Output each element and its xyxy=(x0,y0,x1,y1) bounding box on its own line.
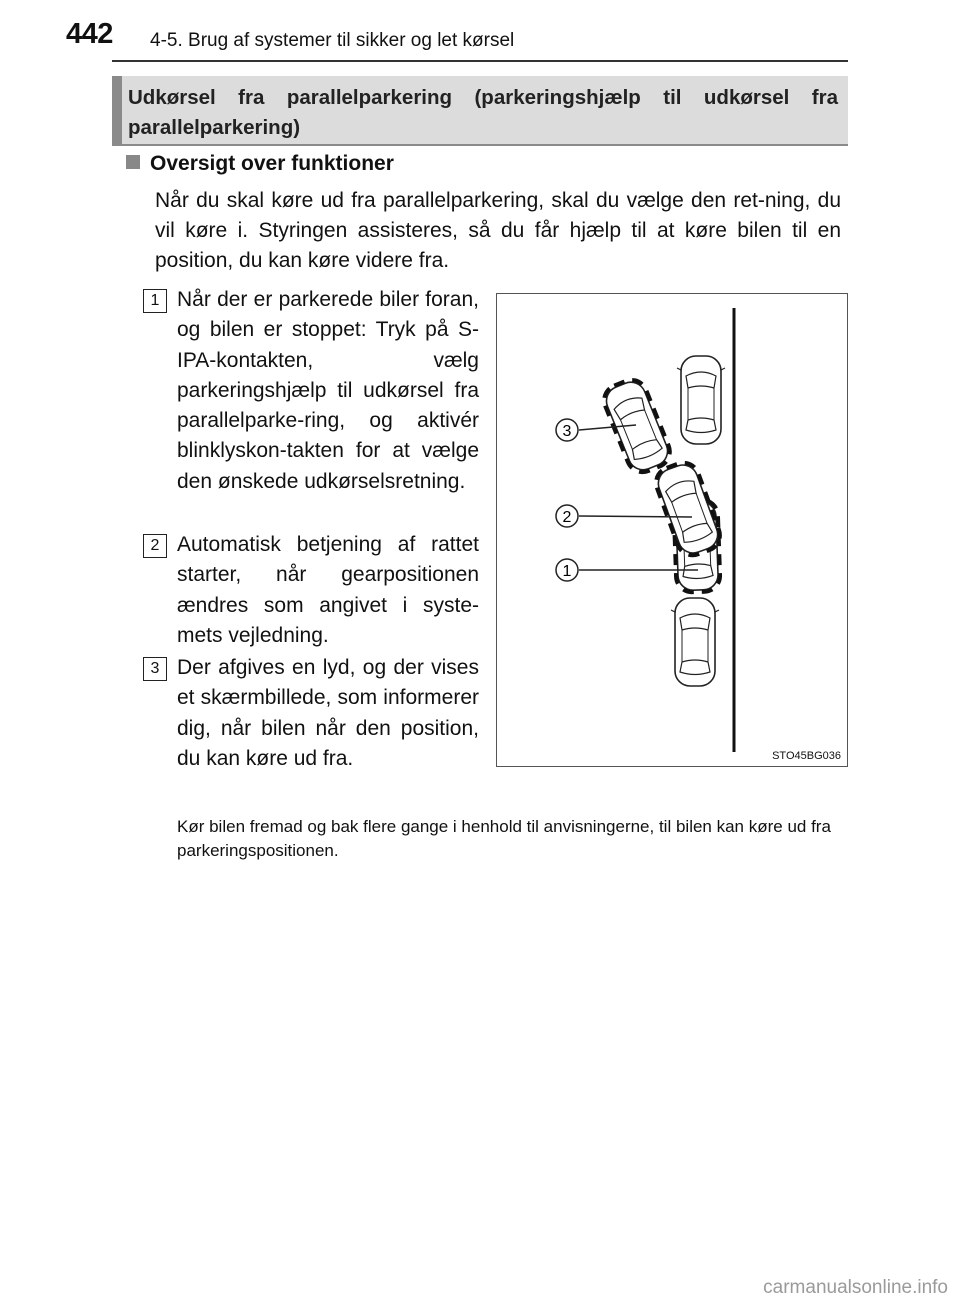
watermark: carmanualsonline.info xyxy=(763,1277,948,1298)
figure-code: STO45BG036 xyxy=(772,750,841,762)
header-divider xyxy=(112,60,848,62)
step-number-2: 2 xyxy=(143,534,167,558)
parked-car-front xyxy=(677,356,725,444)
page-number: 442 xyxy=(66,18,113,50)
chapter-title: 4-5. Brug af systemer til sikker og let kørsel xyxy=(150,30,515,51)
section-accent-bar xyxy=(112,76,122,144)
callout-line-2 xyxy=(579,516,692,517)
callout-label-1: 1 xyxy=(562,563,572,580)
step-number-3: 3 xyxy=(143,657,167,681)
callout-label-2: 2 xyxy=(562,509,572,526)
section-heading-box xyxy=(112,76,848,146)
parking-diagram xyxy=(497,294,847,766)
callout-label-3: 3 xyxy=(562,423,572,440)
step-text-2: Automatisk betjening af rattet starter, når gearpositionen ændres som angivet i syste-mets vejledning. xyxy=(177,533,479,647)
step-text-3: Der afgives en lyd, og der vises et skærmbillede, som informerer dig, når bilen når den position, du kan køre ud fra. xyxy=(177,656,479,770)
section-title: Udkørsel fra parallelparkering (parkeringshjælp til udkørsel fra parallelparkering) xyxy=(128,86,838,139)
square-bullet-icon xyxy=(126,155,140,169)
subsection-heading xyxy=(126,152,394,176)
note-text: Kør bilen fremad og bak flere gange i henhold til anvisningerne, til bilen kan køre ud fra parkeringspositionen. xyxy=(177,817,831,860)
step-text-1: Når der er parkerede biler foran, og bilen er stoppet: Tryk på S-IPA-kontakten, vælg parkeringshjælp til udkørsel fra parallelparke-ring, og aktivér blinklyskon-takten for at vælge den ønskede udkørselsretning. xyxy=(177,288,479,493)
intro-paragraph: Når du skal køre ud fra parallelparkering, skal du vælge den ret-ning, du vil køre i. Styringen assisteres, så du får hjælp til at køre bilen til en position, du kan køre videre fra. xyxy=(155,189,841,272)
parking-illustration xyxy=(496,293,848,767)
subsection-heading-text: Oversigt over funktioner xyxy=(150,152,394,175)
car-position-3 xyxy=(599,375,674,477)
parked-car-rear xyxy=(671,598,719,686)
step-number-1: 1 xyxy=(143,289,167,313)
